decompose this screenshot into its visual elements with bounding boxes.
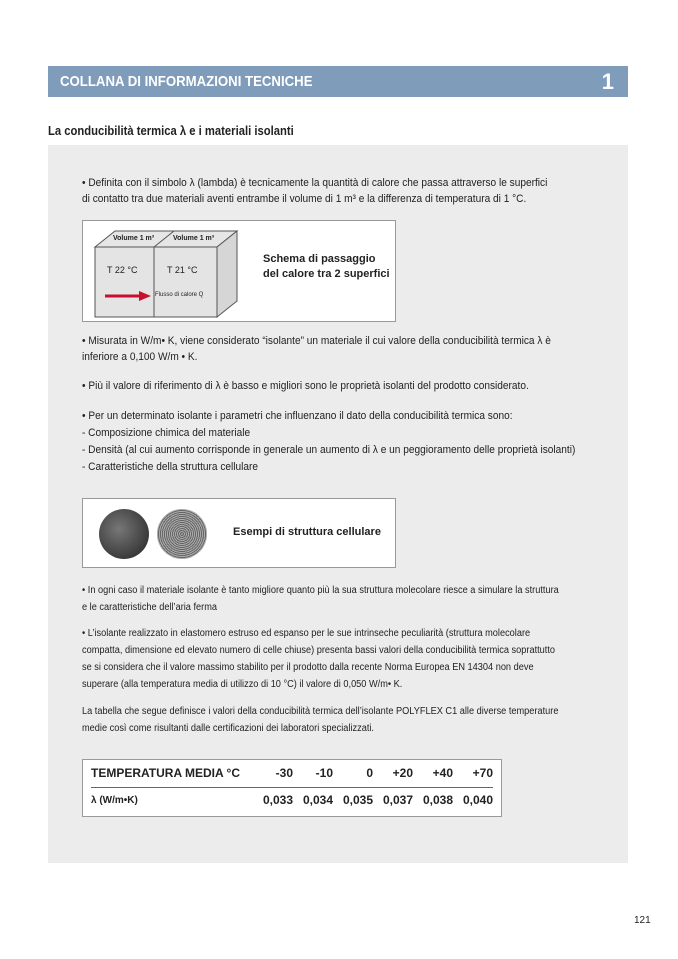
page-number: 121 bbox=[634, 915, 651, 926]
header-label: TEMPERATURA MEDIA °C bbox=[91, 766, 241, 780]
temp-cell: +20 bbox=[392, 766, 413, 780]
paragraph: • In ogni caso il materiale isolante è tanto migliore quanto più la sua struttura molecolare riesce a simulare la struttura bbox=[82, 585, 559, 596]
value-cell: 0,037 bbox=[382, 793, 413, 807]
paragraph: • Misurata in W/m• K, viene considerato “isolante” un materiale il cui valore della conducibilità termica λ è bbox=[82, 335, 551, 347]
paragraph: • Per un determinato isolante i parametri che influenzano il dato della conducibilità termica sono: bbox=[82, 410, 513, 422]
paragraph: compatta, dimensione ed elevato numero di celle chiuse) presenta bassi valori della conducibilità termica soprattutto bbox=[82, 645, 556, 656]
paragraph: di contatto tra due materiali aventi entrambe il volume di 1 m³ e la differenza di temperatura di 1 °C. bbox=[82, 193, 527, 205]
paragraph: superare (alla temperatura media di utilizzo di 10 °C) il valore di 0,050 W/m• K. bbox=[82, 679, 403, 690]
cell-sample-image bbox=[99, 509, 149, 559]
conductivity-table bbox=[82, 759, 502, 817]
temp-cell: -30 bbox=[275, 766, 293, 780]
value-cell: 0,040 bbox=[462, 793, 493, 807]
paragraph: • L’isolante realizzato in elastomero estruso ed espanso per le sue intrinseche peculiarità (struttura molecolare bbox=[82, 628, 531, 639]
diagram-caption: Schema di passaggio bbox=[263, 253, 376, 265]
value-cell: 0,038 bbox=[422, 793, 453, 807]
heat-diagram bbox=[82, 220, 396, 322]
temp-cell: +40 bbox=[432, 766, 453, 780]
diagram-caption: del calore tra 2 superfici bbox=[263, 268, 390, 280]
divider bbox=[91, 787, 493, 788]
paragraph: • Più il valore di riferimento di λ è basso e migliori sono le proprietà isolanti del prodotto considerato. bbox=[82, 380, 529, 392]
section-header bbox=[48, 66, 628, 97]
section-number: 1 bbox=[601, 68, 614, 94]
paragraph: - Densità (al cui aumento corrisponde in generale un aumento di λ e un peggioramento delle proprietà isolanti) bbox=[82, 444, 576, 456]
paragraph: • Definita con il simbolo λ (lambda) è tecnicamente la quantità di calore che passa attraverso le superfici bbox=[82, 177, 548, 189]
row-label: λ (W/m•K) bbox=[91, 794, 138, 806]
table-header-row bbox=[91, 766, 493, 780]
flow-label: Flusso di calore Q bbox=[155, 292, 204, 298]
table-row bbox=[91, 793, 493, 807]
value-cell: 0,035 bbox=[342, 793, 373, 807]
value-cell: 0,033 bbox=[262, 793, 293, 807]
cell-sample-image bbox=[157, 509, 207, 559]
temp-label: T 21 °C bbox=[167, 265, 198, 275]
temp-cell: +70 bbox=[472, 766, 493, 780]
paragraph: La tabella che segue definisce i valori della conducibilità termica dell’isolante POLYFLEX C1 alle diverse temperature bbox=[82, 706, 559, 717]
temp-cell: -10 bbox=[315, 766, 333, 780]
section-title: COLLANA DI INFORMAZIONI TECNICHE bbox=[60, 73, 313, 90]
paragraph: se si considera che il valore massimo stabilito per il prodotto dalla recente Norma Europea EN 14304 non deve bbox=[82, 662, 534, 673]
volume-label: Volume 1 m³ bbox=[173, 235, 215, 242]
paragraph: medie così come risultanti dalle certificazioni dei laboratori specializzati. bbox=[82, 723, 374, 734]
paragraph: - Composizione chimica del materiale bbox=[82, 427, 251, 439]
volume-label: Volume 1 m³ bbox=[113, 235, 155, 242]
value-cell: 0,034 bbox=[302, 793, 333, 807]
cells-caption: Esempi di struttura cellulare bbox=[233, 526, 381, 538]
temp-cell: 0 bbox=[366, 766, 373, 780]
paragraph: - Caratteristiche della struttura cellulare bbox=[82, 461, 259, 473]
paragraph: e le caratteristiche dell’aria ferma bbox=[82, 602, 217, 613]
cell-structure-box bbox=[82, 498, 396, 568]
paragraph: inferiore a 0,100 W/m • K. bbox=[82, 351, 198, 363]
page-subtitle: La conducibilità termica λ e i materiali isolanti bbox=[48, 124, 294, 138]
temp-label: T 22 °C bbox=[107, 265, 138, 275]
